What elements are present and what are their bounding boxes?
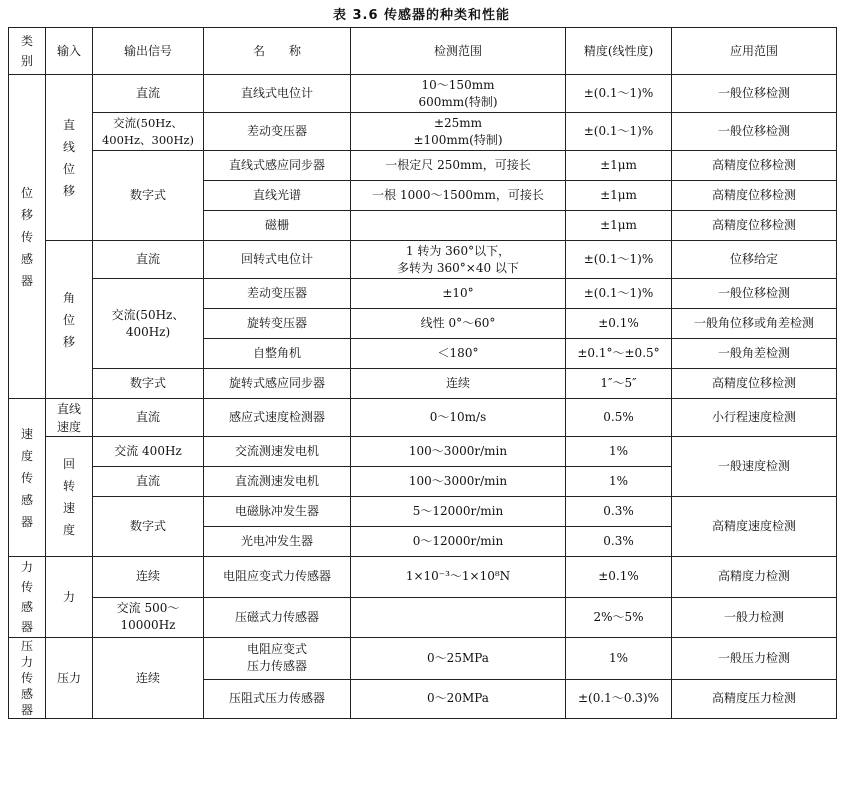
sensor-table xyxy=(8,27,837,719)
application: 一般力检测 xyxy=(672,597,837,638)
application: 小行程速度检测 xyxy=(672,399,837,437)
detection-range: 10～150mm 600mm(特制) xyxy=(351,75,566,113)
input-angular-displacement: 角 位 移 xyxy=(46,241,93,399)
application: 一般压力检测 xyxy=(672,638,837,680)
table-row xyxy=(9,279,837,309)
output-signal: 连续 xyxy=(93,557,204,598)
accuracy: 0.3% xyxy=(566,527,672,557)
input-force: 力 xyxy=(46,557,93,638)
application: 一般位移检测 xyxy=(672,75,837,113)
header-row xyxy=(9,28,837,75)
table-row xyxy=(9,399,837,437)
accuracy: 1% xyxy=(566,638,672,680)
output-signal: 交流 500～ 10000Hz xyxy=(93,597,204,638)
application: 高精度位移检测 xyxy=(672,181,837,211)
sensor-name: 直线式电位计 xyxy=(204,75,351,113)
detection-range: 0～25MPa xyxy=(351,638,566,680)
output-signal: 连续 xyxy=(93,638,204,719)
sensor-name: 直流测速发电机 xyxy=(204,467,351,497)
header-category: 类 别 xyxy=(9,28,46,75)
accuracy: ±(0.1～1)% xyxy=(566,75,672,113)
table-row xyxy=(9,437,837,467)
detection-range: 1×10⁻³～1×10⁸N xyxy=(351,557,566,598)
header-output: 输出信号 xyxy=(93,28,204,75)
sensor-name: 电磁脉冲发生器 xyxy=(204,497,351,527)
accuracy: ±(0.1～1)% xyxy=(566,113,672,151)
table-row xyxy=(9,151,837,181)
output-signal: 数字式 xyxy=(93,369,204,399)
output-signal: 交流(50Hz、 400Hz) xyxy=(93,279,204,369)
accuracy: ±1μm xyxy=(566,151,672,181)
output-signal: 数字式 xyxy=(93,151,204,241)
sensor-name: 旋转式感应同步器 xyxy=(204,369,351,399)
output-signal: 数字式 xyxy=(93,497,204,557)
detection-range: 连续 xyxy=(351,369,566,399)
table-title: 表 3.6 传感器的种类和性能 xyxy=(332,8,511,23)
category-displacement: 位 移 传 感 器 xyxy=(9,75,46,399)
table-row xyxy=(9,241,837,279)
sensor-name: 差动变压器 xyxy=(204,279,351,309)
application: 高精度位移检测 xyxy=(672,151,837,181)
detection-range xyxy=(351,211,566,241)
header-accuracy: 精度(线性度) xyxy=(566,28,672,75)
accuracy: ±1μm xyxy=(566,181,672,211)
header-application: 应用范围 xyxy=(672,28,837,75)
application: 高精度位移检测 xyxy=(672,369,837,399)
header-range: 检测范围 xyxy=(351,28,566,75)
application: 高精度压力检测 xyxy=(672,679,837,718)
detection-range: 100～3000r/min xyxy=(351,437,566,467)
sensor-name: 回转式电位计 xyxy=(204,241,351,279)
detection-range: ＜180° xyxy=(351,339,566,369)
application: 一般速度检测 xyxy=(672,437,837,497)
output-signal: 直流 xyxy=(93,399,204,437)
output-signal: 直流 xyxy=(93,467,204,497)
output-signal: 交流(50Hz、 400Hz、300Hz) xyxy=(93,113,204,151)
application: 一般角差检测 xyxy=(672,339,837,369)
sensor-name: 差动变压器 xyxy=(204,113,351,151)
category-speed: 速 度 传 感 器 xyxy=(9,399,46,557)
sensor-name: 旋转变压器 xyxy=(204,309,351,339)
detection-range xyxy=(351,597,566,638)
sensor-name: 交流测速发电机 xyxy=(204,437,351,467)
detection-range: 0～12000r/min xyxy=(351,527,566,557)
application: 高精度位移检测 xyxy=(672,211,837,241)
detection-range: 0～10m/s xyxy=(351,399,566,437)
application: 一般位移检测 xyxy=(672,279,837,309)
output-signal: 交流 400Hz xyxy=(93,437,204,467)
input-linear-speed: 直线 速度 xyxy=(46,399,93,437)
detection-range: 一根定尺 250mm，可接长 xyxy=(351,151,566,181)
accuracy: ±0.1% xyxy=(566,309,672,339)
table-row xyxy=(9,369,837,399)
accuracy: 0.5% xyxy=(566,399,672,437)
output-signal: 直流 xyxy=(93,75,204,113)
sensor-name: 感应式速度检测器 xyxy=(204,399,351,437)
detection-range: 0～20MPa xyxy=(351,679,566,718)
application: 高精度速度检测 xyxy=(672,497,837,557)
sensor-name: 光电冲发生器 xyxy=(204,527,351,557)
detection-range: ±10° xyxy=(351,279,566,309)
accuracy: ±(0.1～0.3)% xyxy=(566,679,672,718)
table-row xyxy=(9,497,837,527)
accuracy: ±0.1% xyxy=(566,557,672,598)
accuracy: 2%～5% xyxy=(566,597,672,638)
sensor-name: 电阻应变式 压力传感器 xyxy=(204,638,351,680)
sensor-name: 压磁式力传感器 xyxy=(204,597,351,638)
sensor-name: 压阻式压力传感器 xyxy=(204,679,351,718)
output-signal: 直流 xyxy=(93,241,204,279)
table-row xyxy=(9,113,837,151)
table-row xyxy=(9,557,837,598)
application: 一般角位移或角差检测 xyxy=(672,309,837,339)
sensor-name: 直线式感应同步器 xyxy=(204,151,351,181)
sensor-name: 直线光谱 xyxy=(204,181,351,211)
accuracy: ±(0.1～1)% xyxy=(566,279,672,309)
detection-range: 100～3000r/min xyxy=(351,467,566,497)
sensor-name: 磁栅 xyxy=(204,211,351,241)
header-input: 输入 xyxy=(46,28,93,75)
table-row xyxy=(9,597,837,638)
table-row xyxy=(9,75,837,113)
input-pressure: 压力 xyxy=(46,638,93,719)
input-linear-displacement: 直 线 位 移 xyxy=(46,75,93,241)
accuracy: 0.3% xyxy=(566,497,672,527)
accuracy: ±(0.1～1)% xyxy=(566,241,672,279)
accuracy: ±1μm xyxy=(566,211,672,241)
accuracy: ±0.1°～±0.5° xyxy=(566,339,672,369)
detection-range: 1 转为 360°以下， 多转为 360°×40 以下 xyxy=(351,241,566,279)
detection-range: 一根 1000～1500mm，可接长 xyxy=(351,181,566,211)
detection-range: ±25mm ±100mm(特制) xyxy=(351,113,566,151)
input-rotary-speed: 回 转 速 度 xyxy=(46,437,93,557)
table-row xyxy=(9,638,837,680)
accuracy: 1% xyxy=(566,437,672,467)
application: 高精度力检测 xyxy=(672,557,837,598)
accuracy: 1% xyxy=(566,467,672,497)
header-name: 名 称 xyxy=(204,28,351,75)
application: 一般位移检测 xyxy=(672,113,837,151)
sensor-name: 自整角机 xyxy=(204,339,351,369)
category-force: 力 传 感 器 xyxy=(9,557,46,638)
accuracy: 1″～5″ xyxy=(566,369,672,399)
category-pressure: 压 力 传 感 器 xyxy=(9,638,46,719)
application: 位移给定 xyxy=(672,241,837,279)
detection-range: 5～12000r/min xyxy=(351,497,566,527)
sensor-name: 电阻应变式力传感器 xyxy=(204,557,351,598)
detection-range: 线性 0°～60° xyxy=(351,309,566,339)
